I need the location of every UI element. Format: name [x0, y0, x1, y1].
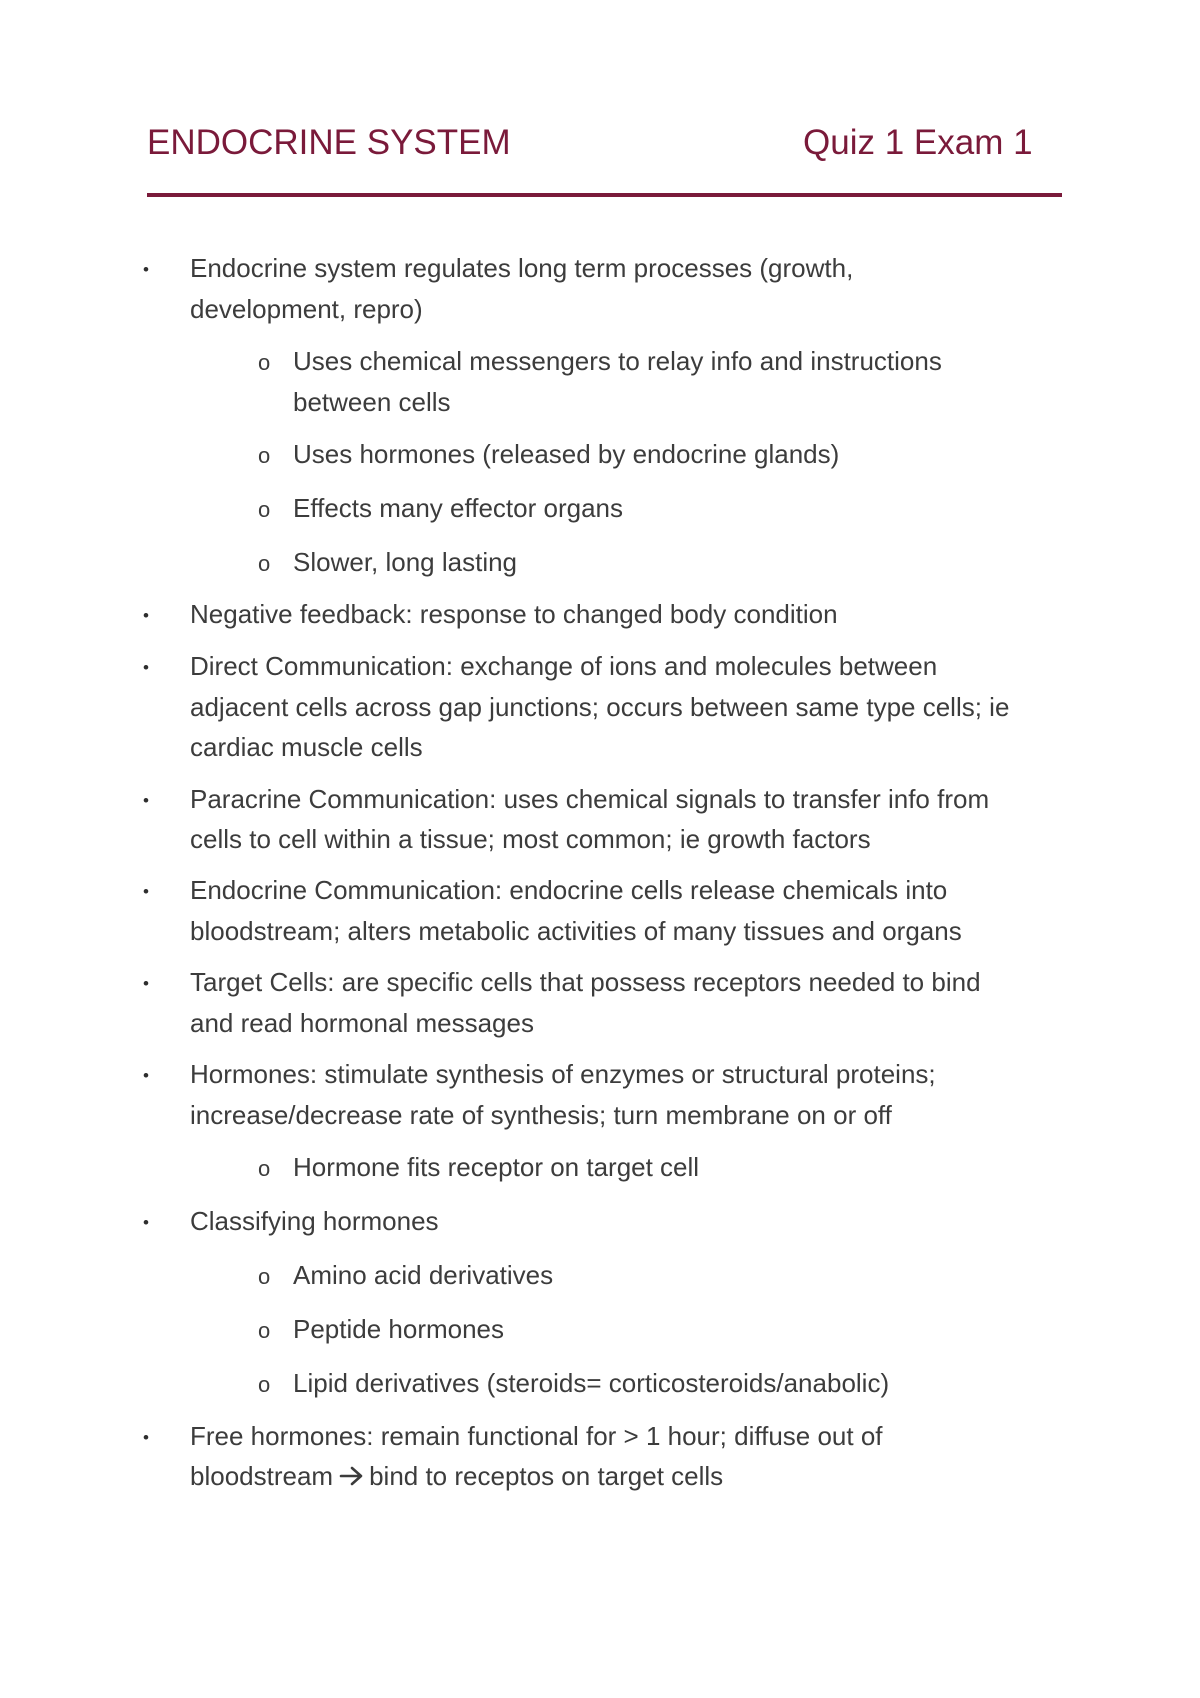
page-header [147, 118, 1062, 168]
sub-bullet-marker: o [258, 1372, 271, 1397]
sub-bullet-text: Peptide hormones [293, 1314, 505, 1344]
bullet-text: Classifying hormones [190, 1206, 439, 1236]
sub-bullet-text: Lipid derivatives (steroids= corticosteroids/anabolic) [293, 1368, 890, 1398]
bullet-text: bloodstream; alters metabolic activities of many tissues and organs [190, 916, 962, 946]
bullet-text: Endocrine Communication: endocrine cells release chemicals into [190, 875, 948, 905]
header-divider [147, 193, 1062, 197]
bullet-text: Direct Communication: exchange of ions and molecules between [190, 651, 938, 681]
bullet-marker: • [143, 791, 149, 810]
sub-bullet-marker: o [258, 1318, 271, 1343]
bullet-marker: • [143, 1066, 149, 1085]
bullet-text-line [190, 1459, 723, 1493]
sub-bullet-text: Hormone fits receptor on target cell [293, 1152, 700, 1182]
bullet-marker: • [143, 606, 149, 625]
bullet-marker: • [143, 882, 149, 901]
sub-bullet-marker: o [258, 350, 271, 375]
bullet-text: development, repro) [190, 294, 423, 324]
bullet-marker: • [143, 1213, 149, 1232]
bullet-marker: • [143, 260, 149, 279]
bullet-text: Endocrine system regulates long term processes (growth, [190, 253, 854, 283]
bullet-marker: • [143, 974, 149, 993]
sub-bullet-marker: o [258, 1156, 271, 1181]
bullet-marker: • [143, 1428, 149, 1447]
bullet-text: Free hormones: remain functional for > 1 hour; diffuse out of [190, 1421, 883, 1451]
right-arrow-icon [339, 1465, 365, 1487]
sub-bullet-text: Effects many effector organs [293, 493, 623, 523]
sub-bullet-text: Amino acid derivatives [293, 1260, 554, 1290]
bullet-text: adjacent cells across gap junctions; occurs between same type cells; ie [190, 692, 1010, 722]
bullet-text-segment: bloodstream [190, 1461, 334, 1491]
bullet-text: Negative feedback: response to changed body condition [190, 599, 838, 629]
sub-bullet-marker: o [258, 1264, 271, 1289]
sub-bullet-marker: o [258, 443, 271, 468]
sub-bullet-text: between cells [293, 387, 451, 417]
bullet-text: and read hormonal messages [190, 1008, 534, 1038]
bullet-text: Hormones: stimulate synthesis of enzymes or structural proteins; [190, 1059, 936, 1089]
sub-bullet-text: Uses chemical messengers to relay info and instructions [293, 346, 942, 376]
bullet-text-segment: bind to receptos on target cells [369, 1461, 724, 1491]
sub-bullet-marker: o [258, 551, 271, 576]
sub-bullet-marker: o [258, 497, 271, 522]
page-title: ENDOCRINE SYSTEM [147, 123, 511, 162]
bullet-text: increase/decrease rate of synthesis; turn membrane on or off [190, 1100, 892, 1130]
bullet-text: Paracrine Communication: uses chemical signals to transfer info from [190, 784, 990, 814]
bullet-text: cells to cell within a tissue; most common; ie growth factors [190, 824, 871, 854]
bullet-marker: • [143, 658, 149, 677]
page-subtitle: Quiz 1 Exam 1 [803, 123, 1033, 162]
sub-bullet-text: Uses hormones (released by endocrine glands) [293, 439, 840, 469]
bullet-text: Target Cells: are specific cells that possess receptors needed to bind [190, 967, 981, 997]
sub-bullet-text: Slower, long lasting [293, 547, 518, 577]
bullet-text: cardiac muscle cells [190, 732, 423, 762]
